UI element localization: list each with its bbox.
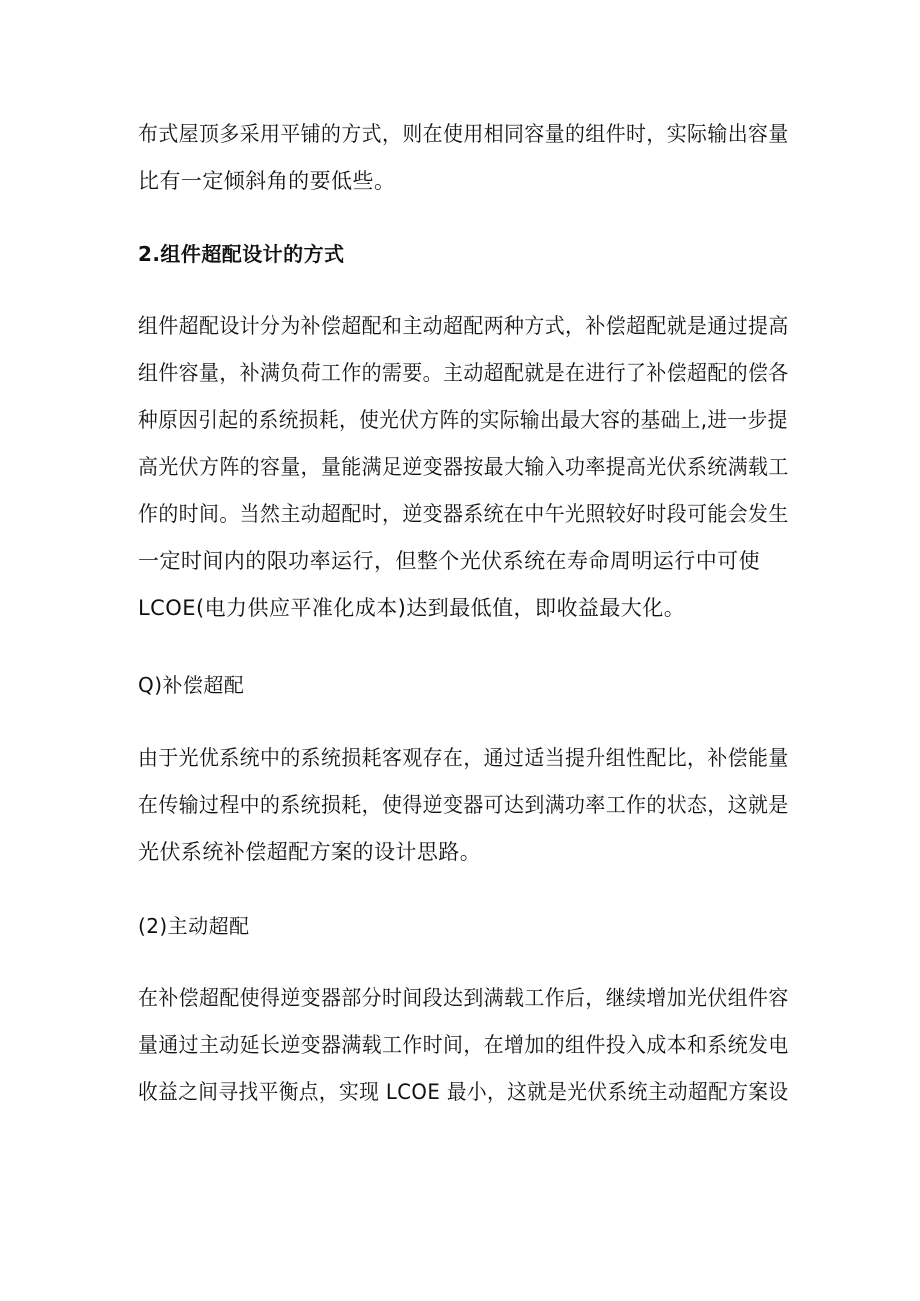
text-line: 在补偿超配使得逆变器部分时间段达到满载工作后，继续增加光伏组件容 [138, 986, 789, 1010]
subheading-compensation-oversizing [138, 662, 788, 709]
subheading-active-oversizing [138, 903, 788, 950]
text-line: 作的时间。当然主动超配时，逆变器系统在中午光照较好时段可能会发生 [138, 502, 789, 526]
text-line: 一定时间内的限功率运行，但整个光伏系统在寿命周明运行中可使 [138, 549, 761, 573]
subheading-text: (2)主动超配 [138, 914, 250, 938]
paragraph-oversizing-overview [138, 303, 788, 632]
text-line: 收益之间寻找平衡点，实现 LCOE 最小，这就是光伏系统主动超配方案设 [138, 1080, 789, 1104]
paragraph-roof-layout [138, 111, 788, 205]
text-line: 高光伏方阵的容量，量能满足逆变器按最大输入功率提高光伏系统满载工 [138, 455, 789, 479]
text-line: 由于光优系统中的系统损耗客观存在，通过适当提升组性配比，补偿能量 [138, 746, 789, 770]
subheading-text: Q)补偿超配 [138, 673, 245, 697]
paragraph-active-oversizing [138, 975, 788, 1116]
text-line: 量通过主动延长逆变器满载工作时间，在增加的组件投入成本和系统发电 [138, 1033, 789, 1057]
text-line: LCOE(电力供应平准化成本)达到最低值，即收益最大化。 [138, 596, 686, 620]
text-line: 在传输过程中的系统损耗，使得逆变器可达到满功率工作的状态，这就是 [138, 793, 789, 817]
text-line: 种原因引起的系统损耗，使光伏方阵的实际输出最大容的基础上,进一步提 [138, 408, 788, 432]
paragraph-compensation-oversizing [138, 735, 788, 876]
text-line: 比有一定倾斜角的要低些。 [138, 169, 396, 193]
text-line: 组件容量，补满负荷工作的需要。主动超配就是在进行了补偿超配的偿各 [138, 361, 789, 385]
text-line: 组件超配设计分为补偿超配和主动超配两种方式，补偿超配就是通过提高 [138, 314, 789, 338]
text-line: 布式屋顶多采用平铺的方式，则在使用相同容量的组件时，实际输出容量 [138, 122, 789, 146]
text-line: 光伏系统补偿超配方案的设计思路。 [138, 840, 482, 864]
section-heading-oversizing-methods [138, 231, 788, 278]
heading-text: 2.组件超配设计的方式 [138, 242, 345, 266]
